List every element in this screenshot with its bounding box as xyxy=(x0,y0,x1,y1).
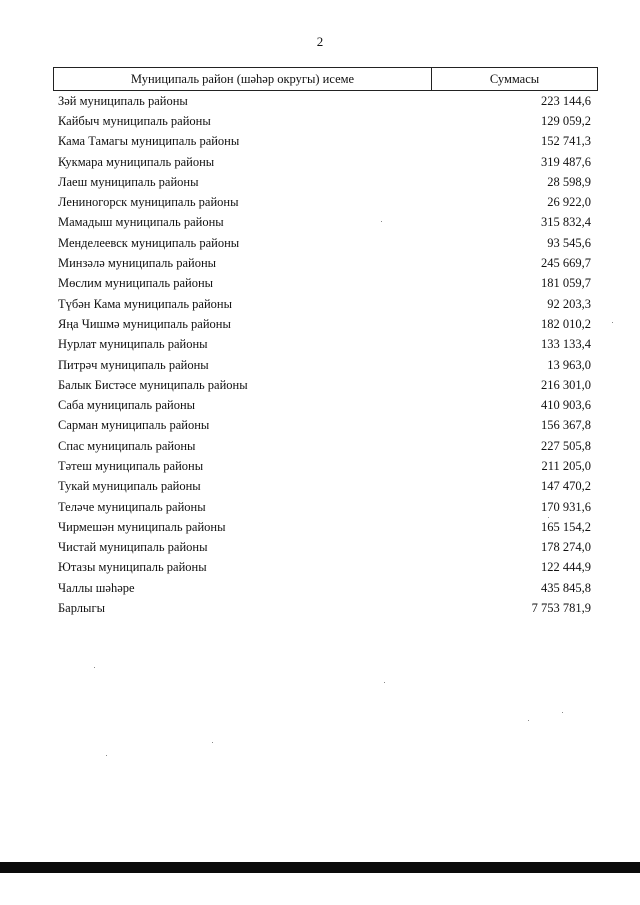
row-sum: 245 669,7 xyxy=(541,256,591,271)
row-sum: 26 922,0 xyxy=(547,195,591,210)
row-sum: 223 144,6 xyxy=(541,93,591,108)
scan-speck xyxy=(562,712,563,713)
row-name: Нурлат муниципаль районы xyxy=(58,337,208,352)
table-row xyxy=(58,213,591,233)
table-header xyxy=(53,67,598,91)
table-row xyxy=(58,517,591,537)
table-row xyxy=(58,132,591,152)
row-sum: 133 133,4 xyxy=(541,337,591,352)
row-sum: 181 059,7 xyxy=(541,276,591,291)
page-number: 2 xyxy=(316,34,324,49)
total-row xyxy=(58,598,591,618)
table-row xyxy=(58,294,591,314)
row-name: Спас муниципаль районы xyxy=(58,438,196,453)
table-row xyxy=(58,192,591,212)
scan-speck xyxy=(612,322,613,323)
scan-speck xyxy=(212,742,213,743)
table-row xyxy=(58,274,591,294)
table-row xyxy=(58,558,591,578)
row-name: Лениногорск муниципаль районы xyxy=(58,195,239,210)
scan-border-bar xyxy=(0,862,640,873)
row-sum: 147 470,2 xyxy=(541,479,591,494)
table-row xyxy=(58,335,591,355)
row-name: Ютазы муниципаль районы xyxy=(58,560,207,575)
row-name: Мамадыш муниципаль районы xyxy=(58,215,224,230)
row-sum: 178 274,0 xyxy=(541,540,591,555)
row-name: Тәтеш муниципаль районы xyxy=(58,458,204,473)
table-row xyxy=(58,314,591,334)
row-sum: 129 059,2 xyxy=(541,113,591,128)
scan-speck xyxy=(528,720,529,721)
table-row xyxy=(58,416,591,436)
row-sum: 93 545,6 xyxy=(547,235,591,250)
header-name-cell: Муниципаль район (шәһәр округы) исеме xyxy=(54,68,432,90)
row-name: Лаеш муниципаль районы xyxy=(58,174,199,189)
scan-speck xyxy=(548,517,549,518)
table-row xyxy=(58,253,591,273)
row-sum: 319 487,6 xyxy=(541,154,591,169)
row-name: Сарман муниципаль районы xyxy=(58,418,210,433)
row-name: Минзәлә муниципаль районы xyxy=(58,256,217,271)
table-row xyxy=(58,152,591,172)
header-sum-cell: Суммасы xyxy=(489,71,540,86)
row-sum: 315 832,4 xyxy=(541,215,591,230)
row-sum: 182 010,2 xyxy=(541,316,591,331)
row-name: Кайбыч муниципаль районы xyxy=(58,113,211,128)
table-row xyxy=(58,436,591,456)
row-name: Чистай муниципаль районы xyxy=(58,540,208,555)
table-row xyxy=(58,477,591,497)
row-name: Кама Тамагы муниципаль районы xyxy=(58,134,240,149)
table-row xyxy=(58,172,591,192)
row-name: Питрәч муниципаль районы xyxy=(58,357,209,372)
row-sum: 156 367,8 xyxy=(541,418,591,433)
row-name: Менделеевск муниципаль районы xyxy=(58,235,240,250)
table-row xyxy=(58,578,591,598)
row-name: Саба муниципаль районы xyxy=(58,398,196,413)
row-name: Балык Бистәсе муниципаль районы xyxy=(58,377,248,392)
row-name: Яңа Чишмә муниципаль районы xyxy=(58,316,231,331)
table-row xyxy=(58,355,591,375)
row-sum: 122 444,9 xyxy=(541,560,591,575)
table-body xyxy=(58,91,591,619)
row-name: Чаллы шәһәре xyxy=(58,580,135,595)
table-row xyxy=(58,233,591,253)
row-sum: 211 205,0 xyxy=(541,458,591,473)
table-row xyxy=(58,456,591,476)
row-sum: 410 903,6 xyxy=(541,398,591,413)
row-sum: 170 931,6 xyxy=(541,499,591,514)
scan-speck xyxy=(106,755,107,756)
row-sum: 92 203,3 xyxy=(547,296,591,311)
row-sum: 28 598,9 xyxy=(547,174,591,189)
table-row xyxy=(58,395,591,415)
total-label: Барлыгы xyxy=(58,601,105,616)
scan-speck xyxy=(94,667,95,668)
scan-speck xyxy=(384,682,385,683)
table-row xyxy=(58,497,591,517)
row-name: Теләче муниципаль районы xyxy=(58,499,206,514)
row-name: Кукмара муниципаль районы xyxy=(58,154,215,169)
table-row xyxy=(58,111,591,131)
row-sum: 227 505,8 xyxy=(541,438,591,453)
table-row xyxy=(58,375,591,395)
row-sum: 216 301,0 xyxy=(541,377,591,392)
row-name: Тукай муниципаль районы xyxy=(58,479,201,494)
total-sum: 7 753 781,9 xyxy=(531,601,591,616)
row-sum: 152 741,3 xyxy=(541,134,591,149)
row-name: Түбән Кама муниципаль районы xyxy=(58,296,232,311)
scan-speck xyxy=(381,221,382,222)
row-sum: 165 154,2 xyxy=(541,519,591,534)
row-name: Зәй муниципаль районы xyxy=(58,93,188,108)
row-sum: 435 845,8 xyxy=(541,580,591,595)
row-name: Чирмешән муниципаль районы xyxy=(58,519,226,534)
row-sum: 13 963,0 xyxy=(547,357,591,372)
table-row xyxy=(58,91,591,111)
table-row xyxy=(58,538,591,558)
row-name: Мөслим муниципаль районы xyxy=(58,276,214,291)
